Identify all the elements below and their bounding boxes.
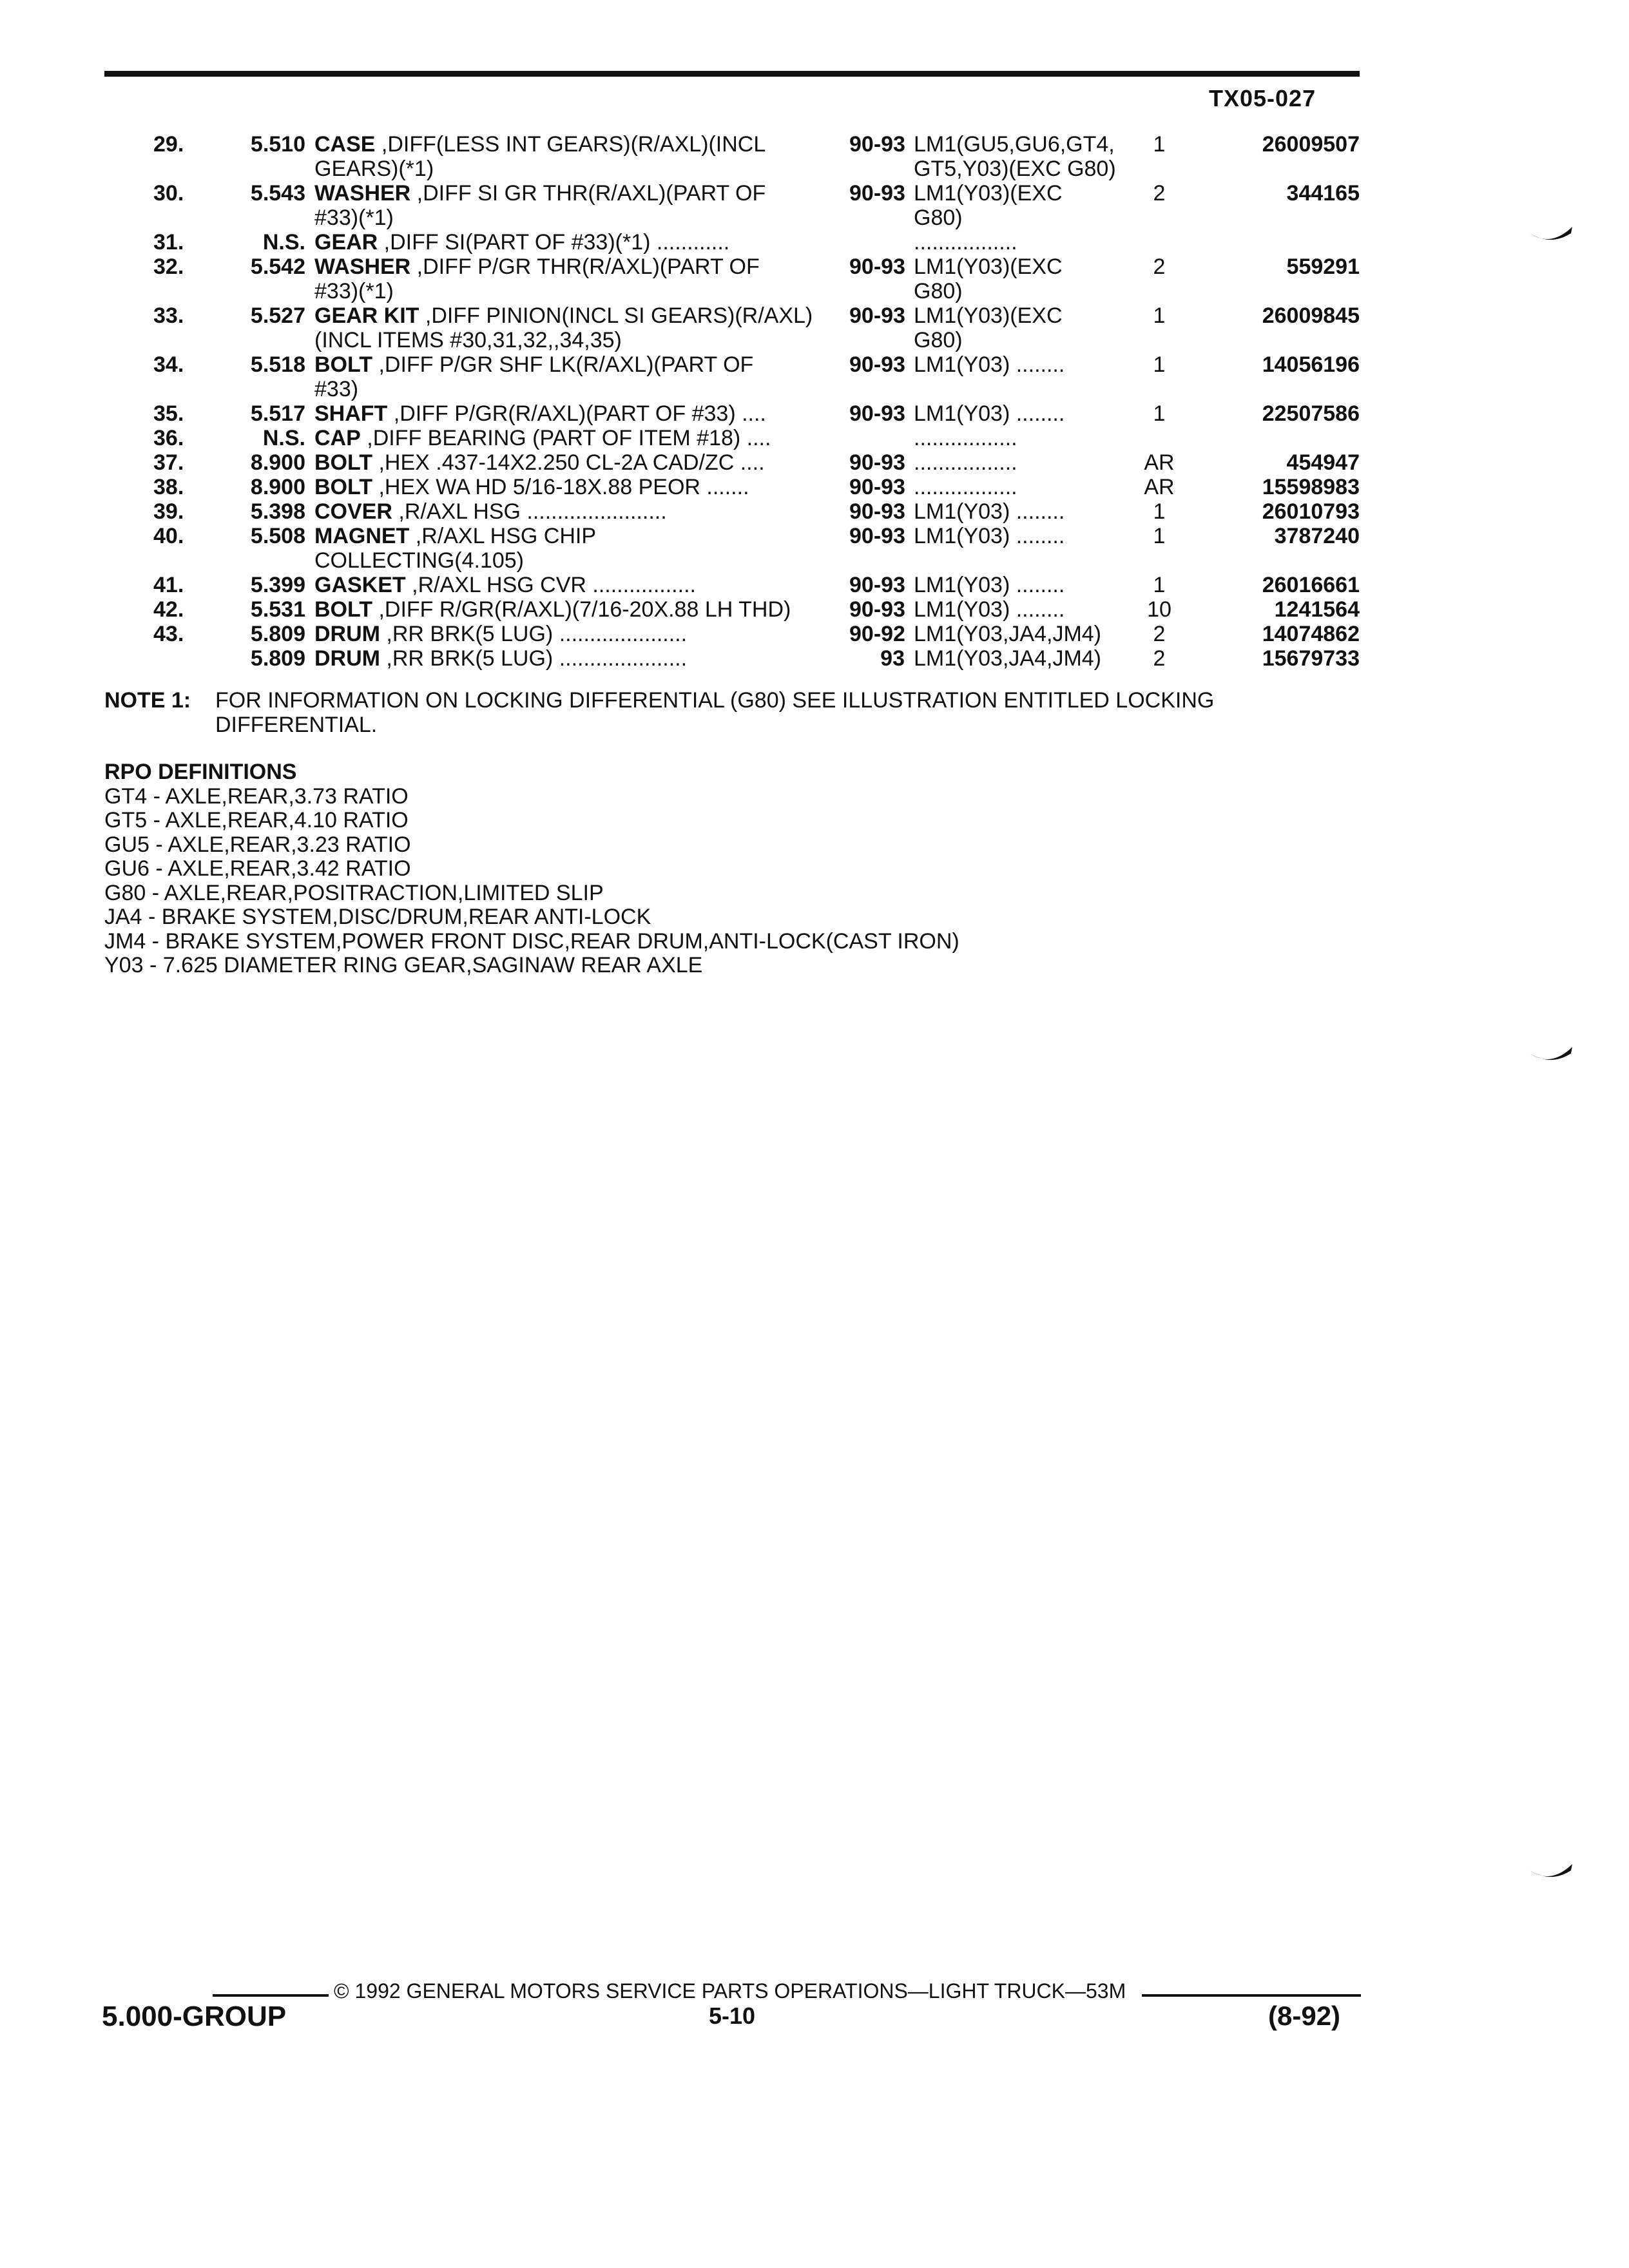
rpo-item: G80 - AXLE,REAR,POSITRACTION,LIMITED SLIP (104, 880, 604, 905)
part-description-cont: GEARS)(*1) (314, 157, 434, 181)
parts-row-continuation (108, 157, 1360, 181)
quantity: 1 (1153, 303, 1166, 328)
model-years: 90-93 (849, 303, 905, 328)
part-description (314, 181, 849, 206)
quantity: 10 (1147, 597, 1171, 622)
item-number: 39. (153, 499, 184, 524)
part-desc-text: ,HEX .437-14X2.250 CL-2A CAD/ZC .... (372, 450, 765, 475)
part-description (314, 255, 849, 279)
quantity: 1 (1153, 573, 1166, 597)
item-number: 31. (153, 230, 184, 255)
quantity (1133, 426, 1186, 450)
group-number: 5.399 (250, 573, 305, 597)
item-number: 35. (153, 401, 184, 426)
part-description (314, 622, 849, 646)
part-name: COVER (314, 499, 392, 524)
part-number: 15598983 (1262, 475, 1360, 499)
model-years: 90-93 (849, 352, 905, 377)
part-description (314, 426, 849, 450)
usage-code: ................. (914, 450, 1017, 475)
usage-code-cont: G80) (914, 206, 963, 230)
part-description-cont: #33) (314, 377, 359, 401)
spacer-cell (1133, 279, 1186, 303)
group-number: 5.527 (250, 303, 305, 328)
binder-tab-mark (1528, 227, 1574, 246)
part-name: MAGNET (314, 524, 410, 548)
parts-row (108, 181, 1360, 206)
quantity: 1 (1153, 524, 1166, 548)
part-desc-text: ,DIFF SI(PART OF #33)(*1) ............ (378, 230, 730, 255)
spacer-cell (849, 279, 914, 303)
group-number: 5.398 (250, 499, 305, 524)
spacer-cell (1133, 328, 1186, 352)
group-number: 5.518 (250, 352, 305, 377)
usage-code-cont: GT5,Y03)(EXC G80) (914, 157, 1116, 181)
spacer-cell (849, 206, 914, 230)
usage-code: LM1(Y03) ........ (914, 524, 1065, 548)
model-years: 90-93 (849, 475, 905, 499)
spacer-cell (1186, 328, 1360, 352)
part-number (1186, 426, 1360, 450)
model-years: 90-93 (849, 573, 905, 597)
part-name: GEAR KIT (314, 303, 419, 328)
spacer-cell (108, 548, 207, 573)
item-number: 38. (153, 475, 184, 499)
part-number: 26010793 (1262, 499, 1360, 524)
part-description (314, 132, 849, 157)
spacer-cell (207, 279, 314, 303)
usage-code: LM1(Y03,JA4,JM4) (914, 622, 1101, 646)
parts-row (108, 255, 1360, 279)
spacer-cell (1133, 206, 1186, 230)
part-desc-text: ,DIFF P/GR(R/AXL)(PART OF #33) .... (387, 401, 766, 426)
item-number: 33. (153, 303, 184, 328)
footer-page-number: 5-10 (709, 2003, 756, 2029)
item-number: 43. (153, 622, 184, 646)
item-number: 30. (153, 181, 184, 206)
part-description-cont: (INCL ITEMS #30,31,32,,34,35) (314, 328, 622, 352)
catalog-code: TX05-027 (1209, 85, 1316, 111)
part-description (314, 475, 849, 499)
spacer-cell (207, 157, 314, 181)
group-number: 5.517 (250, 401, 305, 426)
part-name: WASHER (314, 181, 411, 206)
item-number: 29. (153, 132, 184, 157)
part-name: BOLT (314, 475, 373, 499)
part-number: 559291 (1286, 255, 1360, 279)
parts-row (108, 401, 1360, 426)
spacer-cell (207, 548, 314, 573)
quantity: 1 (1153, 132, 1166, 157)
part-description (314, 450, 849, 475)
usage-code: LM1(Y03) ........ (914, 573, 1065, 597)
model-years: 93 (880, 646, 905, 671)
model-years: 90-92 (849, 622, 905, 646)
parts-row (108, 622, 1360, 646)
part-desc-text: ,R/AXL HSG CVR ................. (405, 573, 696, 597)
rpo-item: JA4 - BRAKE SYSTEM,DISC/DRUM,REAR ANTI-LOCK (104, 905, 651, 929)
rpo-item: GU6 - AXLE,REAR,3.42 RATIO (104, 856, 411, 881)
footer-group: 5.000-GROUP (102, 2001, 287, 2032)
quantity: 2 (1153, 622, 1166, 646)
spacer-cell (1186, 548, 1360, 573)
item-number: 36. (153, 426, 184, 450)
parts-row (108, 230, 1360, 255)
group-number: 8.900 (250, 450, 305, 475)
parts-row (108, 352, 1360, 377)
item-number: 42. (153, 597, 184, 622)
part-name: BOLT (314, 597, 373, 622)
part-name: DRUM (314, 646, 380, 671)
parts-table-body (108, 132, 1360, 671)
group-number: 5.510 (250, 132, 305, 157)
rpo-heading: RPO DEFINITIONS (104, 760, 297, 784)
spacer-cell (108, 157, 207, 181)
parts-row (108, 303, 1360, 328)
parts-row-continuation (108, 328, 1360, 352)
item-number: 32. (153, 255, 184, 279)
usage-code: LM1(Y03)(EXC (914, 181, 1063, 206)
parts-row-continuation (108, 279, 1360, 303)
spacer-cell (1186, 157, 1360, 181)
parts-table (108, 132, 1360, 671)
quantity: 2 (1153, 646, 1166, 671)
model-years: 90-93 (849, 597, 905, 622)
part-description (314, 352, 849, 377)
part-number: 15679733 (1262, 646, 1360, 671)
part-number: 14056196 (1262, 352, 1360, 377)
rpo-item: Y03 - 7.625 DIAMETER RING GEAR,SAGINAW REAR AXLE (104, 953, 703, 977)
spacer-cell (1133, 548, 1186, 573)
parts-row (108, 426, 1360, 450)
usage-code: LM1(Y03) ........ (914, 499, 1065, 524)
spacer-cell (207, 206, 314, 230)
part-number: 26009507 (1262, 132, 1360, 157)
part-number: 454947 (1286, 450, 1360, 475)
usage-code: LM1(Y03) ........ (914, 597, 1065, 622)
parts-row (108, 646, 1360, 671)
part-number (1186, 230, 1360, 255)
spacer-cell (1133, 377, 1186, 401)
item-number (108, 646, 207, 671)
footer-rule-right (1142, 1994, 1361, 1997)
part-name: GEAR (314, 230, 378, 255)
spacer-cell (108, 377, 207, 401)
note-block (104, 688, 1214, 737)
spacer-cell (1186, 206, 1360, 230)
rpo-item: GT5 - AXLE,REAR,4.10 RATIO (104, 808, 409, 832)
part-number: 3787240 (1274, 524, 1360, 548)
spacer-cell (108, 328, 207, 352)
note-text-line-2: DIFFERENTIAL. (215, 713, 378, 737)
model-years: 90-93 (849, 499, 905, 524)
part-desc-text: ,DIFF SI GR THR(R/AXL)(PART OF (410, 181, 766, 206)
parts-row (108, 450, 1360, 475)
usage-code-cont (914, 548, 1133, 573)
model-years (849, 230, 914, 255)
part-number: 14074862 (1262, 622, 1360, 646)
part-name: GASKET (314, 573, 406, 597)
parts-row (108, 499, 1360, 524)
spacer-cell (849, 548, 914, 573)
usage-code: ................. (914, 475, 1017, 499)
quantity: 1 (1153, 401, 1166, 426)
quantity: 2 (1153, 181, 1166, 206)
part-desc-text: ,DIFF P/GR SHF LK(R/AXL)(PART OF (372, 352, 754, 377)
part-description-cont: COLLECTING(4.105) (314, 548, 524, 573)
part-description (314, 499, 849, 524)
footer-copyright: © 1992 GENERAL MOTORS SERVICE PARTS OPERATIONS—LIGHT TRUCK—53M (334, 1979, 1126, 2003)
rpo-item: GU5 - AXLE,REAR,3.23 RATIO (104, 832, 411, 857)
quantity: 1 (1153, 352, 1166, 377)
quantity: 1 (1153, 499, 1166, 524)
part-name: DRUM (314, 622, 380, 646)
part-number: 344165 (1286, 181, 1360, 206)
binder-tab-mark (1528, 1047, 1574, 1066)
note-text-line-1: FOR INFORMATION ON LOCKING DIFFERENTIAL (G80) SEE ILLUSTRATION ENTITLED LOCKING (215, 688, 1215, 713)
parts-row-continuation (108, 548, 1360, 573)
usage-code: LM1(Y03)(EXC (914, 303, 1063, 328)
quantity: AR (1144, 475, 1175, 499)
spacer-cell (207, 377, 314, 401)
part-desc-text: ,R/AXL HSG ....................... (392, 499, 667, 524)
parts-row (108, 597, 1360, 622)
model-years: 90-93 (849, 401, 905, 426)
usage-code: LM1(Y03,JA4,JM4) (914, 646, 1101, 671)
group-number: 5.809 (250, 622, 305, 646)
spacer-cell (849, 377, 914, 401)
binder-tab-mark (1528, 1864, 1574, 1883)
part-name: CAP (314, 426, 361, 450)
model-years: 90-93 (849, 181, 905, 206)
usage-code: LM1(Y03) ........ (914, 401, 1065, 426)
usage-code: LM1(Y03)(EXC (914, 255, 1063, 279)
group-number: 5.508 (250, 524, 305, 548)
usage-code: LM1(GU5,GU6,GT4, (914, 132, 1115, 157)
part-desc-text: ,RR BRK(5 LUG) ..................... (380, 646, 688, 671)
usage-code: LM1(Y03) ........ (914, 352, 1065, 377)
note-label: NOTE 1: (104, 688, 191, 713)
part-description (314, 597, 849, 622)
part-name: SHAFT (314, 401, 388, 426)
part-number: 1241564 (1274, 597, 1360, 622)
usage-code-cont (914, 377, 1133, 401)
model-years (849, 426, 914, 450)
part-description (314, 303, 849, 328)
group-number: 8.900 (250, 475, 305, 499)
part-number: 26016661 (1262, 573, 1360, 597)
part-description (314, 524, 849, 548)
spacer-cell (207, 328, 314, 352)
usage-code: ................. (914, 426, 1017, 450)
part-number: 22507586 (1262, 401, 1360, 426)
part-description (314, 401, 849, 426)
part-desc-text: ,R/AXL HSG CHIP (409, 524, 597, 548)
rpo-item: GT4 - AXLE,REAR,3.73 RATIO (104, 783, 409, 809)
footer-date: (8-92) (1268, 2001, 1341, 2031)
group-number: N.S. (262, 230, 305, 255)
parts-row (108, 132, 1360, 157)
group-number: N.S. (262, 426, 305, 450)
part-name: CASE (314, 132, 376, 157)
item-number: 34. (153, 352, 184, 377)
usage-code-cont: G80) (914, 279, 963, 303)
part-description (314, 573, 849, 597)
part-name: BOLT (314, 450, 373, 475)
part-desc-text: ,DIFF PINION(INCL SI GEARS)(R/AXL) (419, 303, 813, 328)
part-name: BOLT (314, 352, 373, 377)
parts-row-continuation (108, 377, 1360, 401)
spacer-cell (108, 279, 207, 303)
spacer-cell (108, 206, 207, 230)
part-description-cont: #33)(*1) (314, 206, 394, 230)
part-description (314, 230, 849, 255)
header-rule (104, 71, 1360, 77)
footer-rule-left (213, 1994, 329, 1997)
model-years: 90-93 (849, 255, 905, 279)
part-desc-text: ,DIFF(LESS INT GEARS)(R/AXL)(INCL (375, 132, 766, 157)
parts-row (108, 573, 1360, 597)
spacer-cell (849, 328, 914, 352)
spacer-cell (1133, 157, 1186, 181)
group-number: 5.542 (250, 255, 305, 279)
item-number: 37. (153, 450, 184, 475)
parts-row (108, 524, 1360, 548)
model-years: 90-93 (849, 450, 905, 475)
part-name: WASHER (314, 255, 411, 279)
part-description (314, 646, 849, 671)
quantity (1133, 230, 1186, 255)
model-years: 90-93 (849, 524, 905, 548)
spacer-cell (849, 157, 914, 181)
group-number: 5.531 (250, 597, 305, 622)
group-number: 5.809 (250, 646, 305, 671)
group-number: 5.543 (250, 181, 305, 206)
parts-row-continuation (108, 206, 1360, 230)
usage-code: ................. (914, 230, 1017, 255)
part-description-cont: #33)(*1) (314, 279, 394, 303)
usage-code-cont: G80) (914, 328, 963, 352)
model-years: 90-93 (849, 132, 905, 157)
parts-row (108, 475, 1360, 499)
part-desc-text: ,DIFF BEARING (PART OF ITEM #18) .... (360, 426, 771, 450)
item-number: 40. (153, 524, 184, 548)
part-desc-text: ,HEX WA HD 5/16-18X.88 PEOR ....... (372, 475, 749, 499)
part-number: 26009845 (1262, 303, 1360, 328)
part-desc-text: ,RR BRK(5 LUG) ..................... (380, 622, 688, 646)
part-desc-text: ,DIFF P/GR THR(R/AXL)(PART OF (410, 255, 760, 279)
item-number: 41. (153, 573, 184, 597)
rpo-item: JM4 - BRAKE SYSTEM,POWER FRONT DISC,REAR DRUM,ANTI-LOCK(CAST IRON) (104, 928, 959, 954)
spacer-cell (1186, 279, 1360, 303)
spacer-cell (1186, 377, 1360, 401)
rpo-definitions (104, 760, 959, 978)
quantity: 2 (1153, 255, 1166, 279)
quantity: AR (1144, 450, 1175, 475)
part-desc-text: ,DIFF R/GR(R/AXL)(7/16-20X.88 LH THD) (372, 597, 791, 622)
